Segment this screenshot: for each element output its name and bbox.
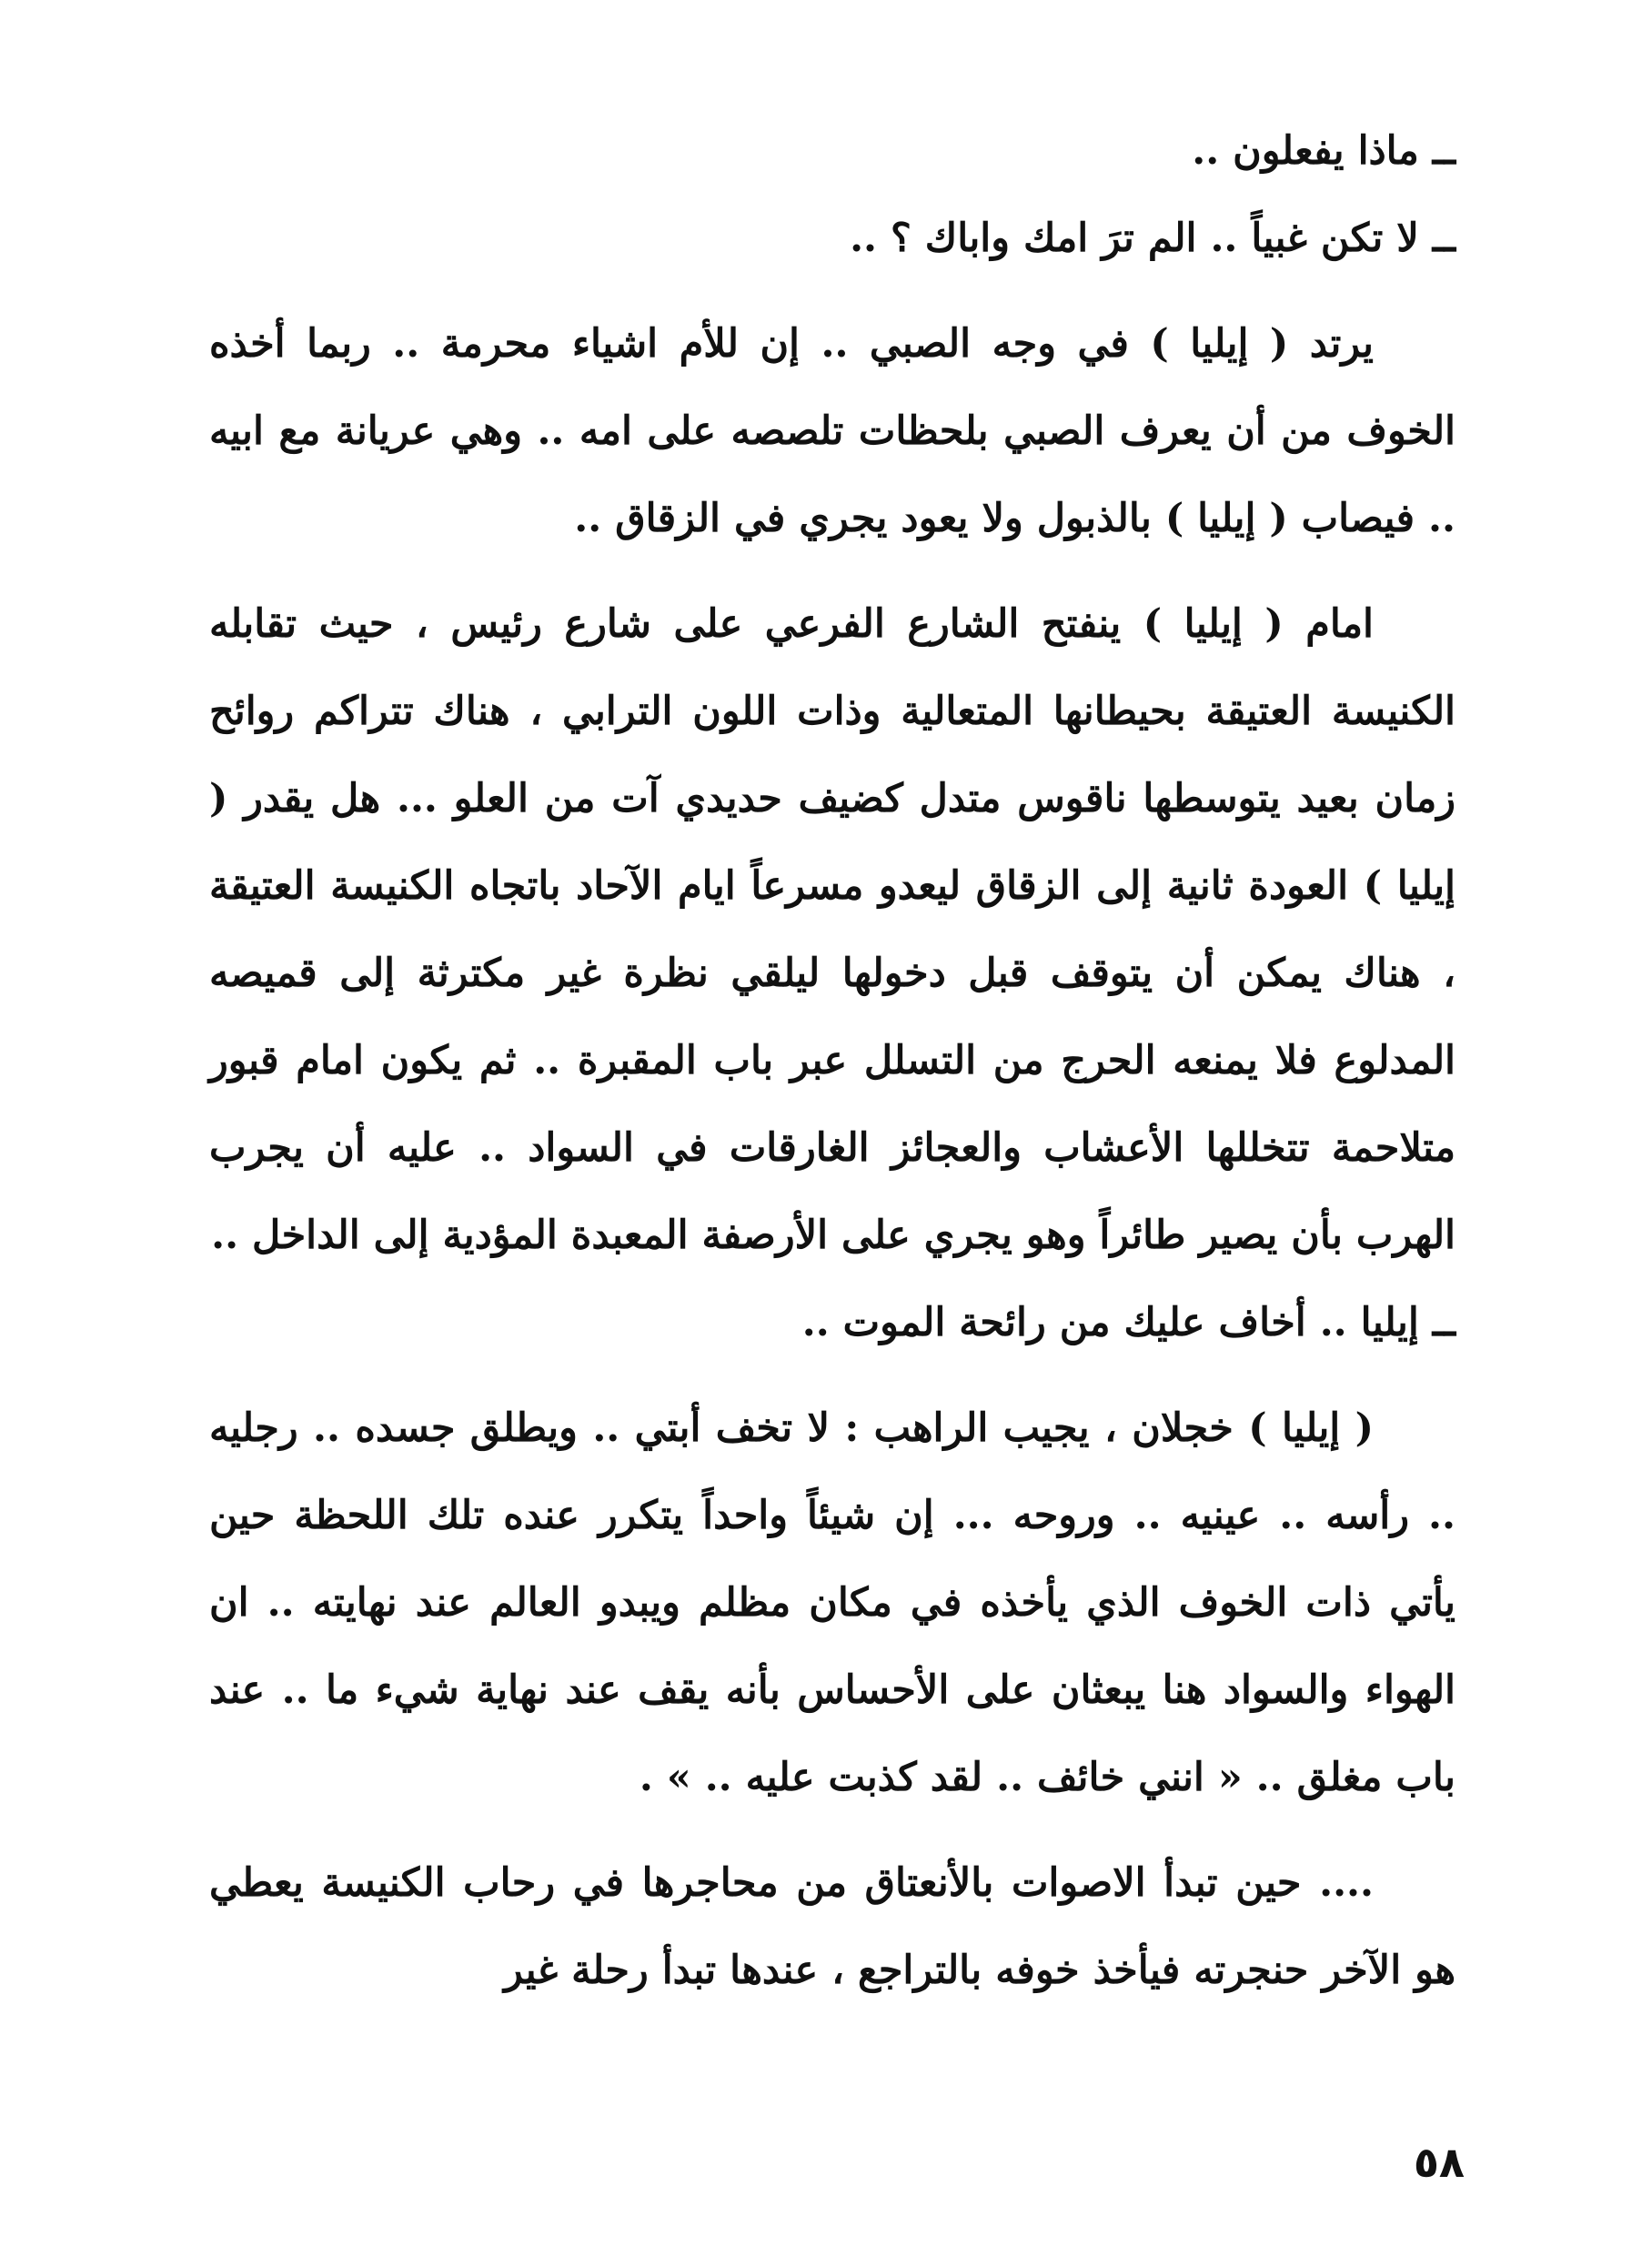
paragraph: ( إيليا ) خجلان ، يجيب الراهب : لا تخف أبتي .. ويطلق جسده .. رجليه .. رأسه .. عينيه .. وروحه ... إن شيئاً واحداً يتكرر عنده تلك اللحظة حين يأتي ذات الخوف الذي يأخذه في مكان مظلم ويبدو العالم عند نهايته .. ان الهواء والسواد هنا يبعثان على الأحساس بأنه يقف عند نهاية شيء ما .. عند باب مغلق .. « انني خائف .. لقد كذبت عليه .. » . <box>209 1405 1456 1800</box>
page-body <box>209 107 1456 2014</box>
dialogue-line: ــ إيليا .. أخاف عليك من رائحة الموت .. <box>801 1300 1456 1345</box>
paragraph: امام ( إيليا ) ينفتح الشارع الفرعي على شارع رئيس ، حيث تقابله الكنيسة العتيقة بحيطانها المتعالية وذات اللون الترابي ، هناك تتراكم روائح زمان بعيد يتوسطها ناقوس متدل كضيف حديدي آت من العلو ... هل يقدر ( إيليا ) العودة ثانية إلى الزقاق ليعدو مسرعاً ايام الآحاد باتجاه الكنيسة العتيقة ، هناك يمكن أن يتوقف قبل دخولها ليلقي نظرة غير مكترثة إلى قميصه المدلوع فلا يمنعه الحرج من التسلل عبر باب المقبرة .. ثم يكون امام قبور متلاحمة تتخللها الأعشاب والعجائز الغارقات في السواد .. عليه أن يجرب الهرب بأن يصير طائراً وهو يجري على الأرصفة المعبدة المؤدية إلى الداخل .. <box>209 601 1456 1258</box>
page-number: ٥٨ <box>1413 2138 1465 2187</box>
paragraph: يرتد ( إيليا ) في وجه الصبي .. إن للأم اشياء محرمة .. ربما أخذه الخوف من أن يعرف الصبي بلحظات تلصصه على امه .. وهي عريانة مع ابيه .. فيصاب ( إيليا ) بالذبول ولا يعود يجري في الزقاق .. <box>209 321 1456 541</box>
paragraph: .... حين تبدأ الاصوات بالأنعتاق من محاجرها في رحاب الكنيسة يعطي هو الآخر حنجرته فيأخذ خوفه بالتراجع ، عندها تبدأ رحلة غير <box>209 1860 1456 1993</box>
dialogue-line: ــ ماذا يفعلون .. <box>1192 128 1456 174</box>
dialogue-line: ــ لا تكن غبياً .. الم ترَ امك واباك ؟ .. <box>850 216 1456 261</box>
